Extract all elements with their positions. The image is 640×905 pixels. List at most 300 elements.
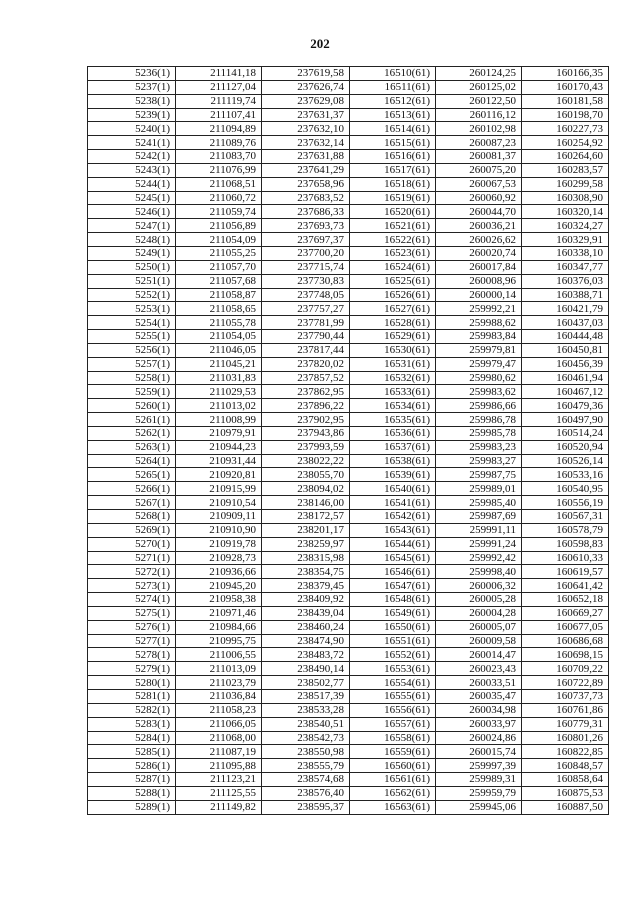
- x-coordinate-left-cell: 210919,78: [176, 537, 262, 551]
- y-coordinate-left-cell: 238483,72: [262, 648, 350, 662]
- table-row: [88, 648, 609, 662]
- point-id-left-cell: 5257(1): [88, 357, 176, 371]
- table-row: [88, 413, 609, 427]
- x-coordinate-left-cell: 211029,53: [176, 385, 262, 399]
- y-coordinate-left-cell: 238550,98: [262, 745, 350, 759]
- y-coordinate-right-cell: 160347,77: [522, 260, 609, 274]
- point-id-left-cell: 5262(1): [88, 426, 176, 440]
- y-coordinate-left-cell: 237631,88: [262, 150, 350, 164]
- table-row: [88, 67, 609, 81]
- y-coordinate-right-cell: 160338,10: [522, 246, 609, 260]
- table-row: [88, 551, 609, 565]
- y-coordinate-right-cell: 160779,31: [522, 717, 609, 731]
- point-id-left-cell: 5267(1): [88, 496, 176, 510]
- table-row: [88, 606, 609, 620]
- point-id-right-cell: 16510(61): [350, 67, 436, 81]
- point-id-left-cell: 5261(1): [88, 413, 176, 427]
- point-id-left-cell: 5277(1): [88, 634, 176, 648]
- y-coordinate-right-cell: 160324,27: [522, 219, 609, 233]
- table-row: [88, 634, 609, 648]
- y-coordinate-right-cell: 160166,35: [522, 67, 609, 81]
- y-coordinate-right-cell: 160858,64: [522, 773, 609, 787]
- x-coordinate-right-cell: 260125,02: [436, 80, 522, 94]
- table-row: [88, 773, 609, 787]
- y-coordinate-left-cell: 237632,14: [262, 136, 350, 150]
- y-coordinate-left-cell: 237693,73: [262, 219, 350, 233]
- y-coordinate-right-cell: 160567,31: [522, 510, 609, 524]
- y-coordinate-left-cell: 237631,37: [262, 108, 350, 122]
- y-coordinate-right-cell: 160520,94: [522, 440, 609, 454]
- x-coordinate-left-cell: 211054,09: [176, 233, 262, 247]
- point-id-right-cell: 16538(61): [350, 454, 436, 468]
- point-id-right-cell: 16546(61): [350, 565, 436, 579]
- x-coordinate-left-cell: 210979,91: [176, 426, 262, 440]
- x-coordinate-right-cell: 259983,23: [436, 440, 522, 454]
- point-id-right-cell: 16536(61): [350, 426, 436, 440]
- x-coordinate-right-cell: 259991,24: [436, 537, 522, 551]
- x-coordinate-left-cell: 211031,83: [176, 371, 262, 385]
- x-coordinate-right-cell: 260023,43: [436, 662, 522, 676]
- table-row: [88, 80, 609, 94]
- point-id-right-cell: 16526(61): [350, 288, 436, 302]
- y-coordinate-left-cell: 238172,57: [262, 510, 350, 524]
- point-id-right-cell: 16523(61): [350, 246, 436, 260]
- x-coordinate-right-cell: 259986,78: [436, 413, 522, 427]
- x-coordinate-left-cell: 210920,81: [176, 468, 262, 482]
- x-coordinate-left-cell: 211089,76: [176, 136, 262, 150]
- y-coordinate-left-cell: 237715,74: [262, 260, 350, 274]
- y-coordinate-left-cell: 238576,40: [262, 786, 350, 800]
- x-coordinate-right-cell: 260004,28: [436, 606, 522, 620]
- y-coordinate-right-cell: 160598,83: [522, 537, 609, 551]
- table-row: [88, 274, 609, 288]
- x-coordinate-right-cell: 259985,40: [436, 496, 522, 510]
- y-coordinate-right-cell: 160376,03: [522, 274, 609, 288]
- x-coordinate-right-cell: 259983,62: [436, 385, 522, 399]
- table-row: [88, 662, 609, 676]
- point-id-right-cell: 16531(61): [350, 357, 436, 371]
- y-coordinate-right-cell: 160388,71: [522, 288, 609, 302]
- x-coordinate-left-cell: 210945,20: [176, 579, 262, 593]
- table-row: [88, 136, 609, 150]
- x-coordinate-right-cell: 259979,47: [436, 357, 522, 371]
- y-coordinate-left-cell: 237697,37: [262, 233, 350, 247]
- point-id-left-cell: 5289(1): [88, 800, 176, 814]
- y-coordinate-right-cell: 160181,58: [522, 94, 609, 108]
- y-coordinate-right-cell: 160444,48: [522, 330, 609, 344]
- y-coordinate-right-cell: 160686,68: [522, 634, 609, 648]
- x-coordinate-right-cell: 260034,98: [436, 703, 522, 717]
- y-coordinate-left-cell: 237629,08: [262, 94, 350, 108]
- x-coordinate-left-cell: 211087,19: [176, 745, 262, 759]
- x-coordinate-right-cell: 259979,81: [436, 343, 522, 357]
- x-coordinate-right-cell: 260024,86: [436, 731, 522, 745]
- x-coordinate-left-cell: 211059,74: [176, 205, 262, 219]
- point-id-left-cell: 5240(1): [88, 122, 176, 136]
- x-coordinate-right-cell: 260067,53: [436, 177, 522, 191]
- table-row: [88, 122, 609, 136]
- y-coordinate-right-cell: 160669,27: [522, 606, 609, 620]
- point-id-right-cell: 16518(61): [350, 177, 436, 191]
- x-coordinate-right-cell: 259980,62: [436, 371, 522, 385]
- x-coordinate-left-cell: 211060,72: [176, 191, 262, 205]
- point-id-right-cell: 16524(61): [350, 260, 436, 274]
- point-id-right-cell: 16556(61): [350, 703, 436, 717]
- x-coordinate-left-cell: 210984,66: [176, 620, 262, 634]
- table-row: [88, 399, 609, 413]
- table-row: [88, 745, 609, 759]
- x-coordinate-right-cell: 259959,79: [436, 786, 522, 800]
- point-id-left-cell: 5281(1): [88, 689, 176, 703]
- y-coordinate-left-cell: 237683,52: [262, 191, 350, 205]
- x-coordinate-right-cell: 260026,62: [436, 233, 522, 247]
- x-coordinate-right-cell: 259983,84: [436, 330, 522, 344]
- x-coordinate-left-cell: 211141,18: [176, 67, 262, 81]
- x-coordinate-right-cell: 260006,32: [436, 579, 522, 593]
- x-coordinate-right-cell: 260008,96: [436, 274, 522, 288]
- point-id-left-cell: 5286(1): [88, 759, 176, 773]
- point-id-left-cell: 5279(1): [88, 662, 176, 676]
- y-coordinate-left-cell: 238259,97: [262, 537, 350, 551]
- y-coordinate-right-cell: 160254,92: [522, 136, 609, 150]
- point-id-right-cell: 16557(61): [350, 717, 436, 731]
- point-id-right-cell: 16533(61): [350, 385, 436, 399]
- point-id-left-cell: 5260(1): [88, 399, 176, 413]
- point-id-left-cell: 5263(1): [88, 440, 176, 454]
- y-coordinate-left-cell: 237730,83: [262, 274, 350, 288]
- x-coordinate-right-cell: 259985,78: [436, 426, 522, 440]
- y-coordinate-left-cell: 238490,14: [262, 662, 350, 676]
- table-row: [88, 454, 609, 468]
- coordinates-table: [87, 66, 609, 815]
- y-coordinate-left-cell: 238502,77: [262, 676, 350, 690]
- point-id-left-cell: 5256(1): [88, 343, 176, 357]
- x-coordinate-left-cell: 211006,55: [176, 648, 262, 662]
- y-coordinate-right-cell: 160170,43: [522, 80, 609, 94]
- y-coordinate-right-cell: 160761,86: [522, 703, 609, 717]
- point-id-right-cell: 16528(61): [350, 316, 436, 330]
- table-row: [88, 731, 609, 745]
- x-coordinate-left-cell: 211123,21: [176, 773, 262, 787]
- x-coordinate-left-cell: 210909,11: [176, 510, 262, 524]
- point-id-right-cell: 16549(61): [350, 606, 436, 620]
- point-id-right-cell: 16541(61): [350, 496, 436, 510]
- table-row: [88, 233, 609, 247]
- x-coordinate-left-cell: 210995,75: [176, 634, 262, 648]
- y-coordinate-right-cell: 160514,24: [522, 426, 609, 440]
- y-coordinate-right-cell: 160461,94: [522, 371, 609, 385]
- point-id-right-cell: 16555(61): [350, 689, 436, 703]
- x-coordinate-left-cell: 211125,55: [176, 786, 262, 800]
- point-id-left-cell: 5282(1): [88, 703, 176, 717]
- point-id-right-cell: 16558(61): [350, 731, 436, 745]
- point-id-left-cell: 5259(1): [88, 385, 176, 399]
- table-row: [88, 537, 609, 551]
- x-coordinate-right-cell: 259987,75: [436, 468, 522, 482]
- point-id-left-cell: 5288(1): [88, 786, 176, 800]
- y-coordinate-left-cell: 237790,44: [262, 330, 350, 344]
- y-coordinate-right-cell: 160652,18: [522, 593, 609, 607]
- table-row: [88, 496, 609, 510]
- y-coordinate-right-cell: 160308,90: [522, 191, 609, 205]
- x-coordinate-right-cell: 260020,74: [436, 246, 522, 260]
- table-row: [88, 523, 609, 537]
- x-coordinate-right-cell: 259992,42: [436, 551, 522, 565]
- point-id-left-cell: 5239(1): [88, 108, 176, 122]
- point-id-right-cell: 16552(61): [350, 648, 436, 662]
- x-coordinate-right-cell: 260014,47: [436, 648, 522, 662]
- x-coordinate-right-cell: 260081,37: [436, 150, 522, 164]
- point-id-right-cell: 16543(61): [350, 523, 436, 537]
- y-coordinate-right-cell: 160722,89: [522, 676, 609, 690]
- x-coordinate-left-cell: 211056,89: [176, 219, 262, 233]
- x-coordinate-left-cell: 211046,05: [176, 343, 262, 357]
- y-coordinate-left-cell: 237902,95: [262, 413, 350, 427]
- x-coordinate-left-cell: 210931,44: [176, 454, 262, 468]
- y-coordinate-right-cell: 160709,22: [522, 662, 609, 676]
- y-coordinate-right-cell: 160421,79: [522, 302, 609, 316]
- x-coordinate-left-cell: 211119,74: [176, 94, 262, 108]
- point-id-right-cell: 16550(61): [350, 620, 436, 634]
- y-coordinate-left-cell: 238094,02: [262, 482, 350, 496]
- point-id-left-cell: 5265(1): [88, 468, 176, 482]
- point-id-right-cell: 16520(61): [350, 205, 436, 219]
- x-coordinate-right-cell: 260033,51: [436, 676, 522, 690]
- y-coordinate-right-cell: 160299,58: [522, 177, 609, 191]
- y-coordinate-left-cell: 237817,44: [262, 343, 350, 357]
- page-number: 202: [310, 36, 330, 51]
- point-id-left-cell: 5276(1): [88, 620, 176, 634]
- x-coordinate-right-cell: 259997,39: [436, 759, 522, 773]
- x-coordinate-left-cell: 211045,21: [176, 357, 262, 371]
- x-coordinate-right-cell: 260102,98: [436, 122, 522, 136]
- point-id-right-cell: 16517(61): [350, 163, 436, 177]
- y-coordinate-left-cell: 238555,79: [262, 759, 350, 773]
- point-id-left-cell: 5266(1): [88, 482, 176, 496]
- point-id-left-cell: 5258(1): [88, 371, 176, 385]
- x-coordinate-right-cell: 260005,07: [436, 620, 522, 634]
- x-coordinate-left-cell: 211036,84: [176, 689, 262, 703]
- y-coordinate-right-cell: 160875,53: [522, 786, 609, 800]
- point-id-left-cell: 5285(1): [88, 745, 176, 759]
- point-id-right-cell: 16544(61): [350, 537, 436, 551]
- point-id-right-cell: 16532(61): [350, 371, 436, 385]
- table-row: [88, 565, 609, 579]
- x-coordinate-right-cell: 259986,66: [436, 399, 522, 413]
- x-coordinate-right-cell: 260035,47: [436, 689, 522, 703]
- point-id-left-cell: 5243(1): [88, 163, 176, 177]
- table-row: [88, 385, 609, 399]
- point-id-left-cell: 5283(1): [88, 717, 176, 731]
- point-id-right-cell: 16530(61): [350, 343, 436, 357]
- y-coordinate-right-cell: 160198,70: [522, 108, 609, 122]
- x-coordinate-right-cell: 260033,97: [436, 717, 522, 731]
- x-coordinate-left-cell: 210915,99: [176, 482, 262, 496]
- y-coordinate-left-cell: 238354,75: [262, 565, 350, 579]
- y-coordinate-right-cell: 160540,95: [522, 482, 609, 496]
- table-row: [88, 759, 609, 773]
- point-id-right-cell: 16519(61): [350, 191, 436, 205]
- y-coordinate-left-cell: 238379,45: [262, 579, 350, 593]
- table-row: [88, 717, 609, 731]
- point-id-right-cell: 16561(61): [350, 773, 436, 787]
- point-id-right-cell: 16551(61): [350, 634, 436, 648]
- x-coordinate-left-cell: 210958,38: [176, 593, 262, 607]
- y-coordinate-left-cell: 238439,04: [262, 606, 350, 620]
- y-coordinate-right-cell: 160320,14: [522, 205, 609, 219]
- y-coordinate-right-cell: 160556,19: [522, 496, 609, 510]
- point-id-left-cell: 5275(1): [88, 606, 176, 620]
- y-coordinate-right-cell: 160677,05: [522, 620, 609, 634]
- y-coordinate-left-cell: 238146,00: [262, 496, 350, 510]
- x-coordinate-left-cell: 211013,02: [176, 399, 262, 413]
- x-coordinate-left-cell: 211023,79: [176, 676, 262, 690]
- table-row: [88, 108, 609, 122]
- table-row: [88, 689, 609, 703]
- point-id-right-cell: 16521(61): [350, 219, 436, 233]
- table-row: [88, 371, 609, 385]
- y-coordinate-left-cell: 237626,74: [262, 80, 350, 94]
- x-coordinate-left-cell: 211076,99: [176, 163, 262, 177]
- x-coordinate-right-cell: 259991,11: [436, 523, 522, 537]
- x-coordinate-left-cell: 211149,82: [176, 800, 262, 814]
- y-coordinate-left-cell: 237862,95: [262, 385, 350, 399]
- y-coordinate-right-cell: 160641,42: [522, 579, 609, 593]
- point-id-left-cell: 5248(1): [88, 233, 176, 247]
- x-coordinate-left-cell: 211058,87: [176, 288, 262, 302]
- y-coordinate-right-cell: 160737,73: [522, 689, 609, 703]
- point-id-right-cell: 16540(61): [350, 482, 436, 496]
- x-coordinate-left-cell: 211107,41: [176, 108, 262, 122]
- point-id-left-cell: 5236(1): [88, 67, 176, 81]
- table-row: [88, 246, 609, 260]
- table-row: [88, 205, 609, 219]
- y-coordinate-left-cell: 238517,39: [262, 689, 350, 703]
- y-coordinate-right-cell: 160526,14: [522, 454, 609, 468]
- x-coordinate-right-cell: 260005,28: [436, 593, 522, 607]
- table-row: [88, 579, 609, 593]
- x-coordinate-left-cell: 210928,73: [176, 551, 262, 565]
- y-coordinate-right-cell: 160456,39: [522, 357, 609, 371]
- table-row: [88, 703, 609, 717]
- x-coordinate-left-cell: 211057,68: [176, 274, 262, 288]
- x-coordinate-left-cell: 211058,23: [176, 703, 262, 717]
- point-id-left-cell: 5242(1): [88, 150, 176, 164]
- y-coordinate-left-cell: 237700,20: [262, 246, 350, 260]
- y-coordinate-right-cell: 160533,16: [522, 468, 609, 482]
- y-coordinate-left-cell: 237943,86: [262, 426, 350, 440]
- point-id-left-cell: 5273(1): [88, 579, 176, 593]
- table-row: [88, 260, 609, 274]
- point-id-right-cell: 16525(61): [350, 274, 436, 288]
- x-coordinate-right-cell: 260000,14: [436, 288, 522, 302]
- point-id-left-cell: 5278(1): [88, 648, 176, 662]
- y-coordinate-right-cell: 160283,57: [522, 163, 609, 177]
- y-coordinate-left-cell: 238055,70: [262, 468, 350, 482]
- point-id-right-cell: 16529(61): [350, 330, 436, 344]
- table-row: [88, 426, 609, 440]
- x-coordinate-left-cell: 211066,05: [176, 717, 262, 731]
- point-id-right-cell: 16537(61): [350, 440, 436, 454]
- table-row: [88, 440, 609, 454]
- y-coordinate-left-cell: 237619,58: [262, 67, 350, 81]
- y-coordinate-left-cell: 237993,59: [262, 440, 350, 454]
- point-id-left-cell: 5255(1): [88, 330, 176, 344]
- x-coordinate-right-cell: 260122,50: [436, 94, 522, 108]
- y-coordinate-left-cell: 237632,10: [262, 122, 350, 136]
- point-id-right-cell: 16527(61): [350, 302, 436, 316]
- point-id-right-cell: 16554(61): [350, 676, 436, 690]
- point-id-left-cell: 5250(1): [88, 260, 176, 274]
- coordinates-table-body: [88, 67, 609, 815]
- point-id-right-cell: 16539(61): [350, 468, 436, 482]
- point-id-left-cell: 5271(1): [88, 551, 176, 565]
- x-coordinate-left-cell: 210910,54: [176, 496, 262, 510]
- point-id-left-cell: 5253(1): [88, 302, 176, 316]
- point-id-right-cell: 16514(61): [350, 122, 436, 136]
- x-coordinate-right-cell: 260015,74: [436, 745, 522, 759]
- y-coordinate-right-cell: 160610,33: [522, 551, 609, 565]
- y-coordinate-left-cell: 238595,37: [262, 800, 350, 814]
- point-id-left-cell: 5247(1): [88, 219, 176, 233]
- x-coordinate-left-cell: 211127,04: [176, 80, 262, 94]
- x-coordinate-right-cell: 259988,62: [436, 316, 522, 330]
- table-row: [88, 786, 609, 800]
- y-coordinate-right-cell: 160578,79: [522, 523, 609, 537]
- y-coordinate-right-cell: 160467,12: [522, 385, 609, 399]
- point-id-left-cell: 5280(1): [88, 676, 176, 690]
- y-coordinate-left-cell: 237748,05: [262, 288, 350, 302]
- table-row: [88, 357, 609, 371]
- point-id-left-cell: 5251(1): [88, 274, 176, 288]
- y-coordinate-right-cell: 160801,26: [522, 731, 609, 745]
- point-id-right-cell: 16515(61): [350, 136, 436, 150]
- table-row: [88, 676, 609, 690]
- y-coordinate-right-cell: 160264,60: [522, 150, 609, 164]
- x-coordinate-right-cell: 260009,58: [436, 634, 522, 648]
- x-coordinate-right-cell: 260017,84: [436, 260, 522, 274]
- point-id-right-cell: 16563(61): [350, 800, 436, 814]
- y-coordinate-left-cell: 237857,52: [262, 371, 350, 385]
- table-row: [88, 593, 609, 607]
- table-row: [88, 800, 609, 814]
- table-row: [88, 163, 609, 177]
- y-coordinate-left-cell: 238460,24: [262, 620, 350, 634]
- y-coordinate-left-cell: 238533,28: [262, 703, 350, 717]
- point-id-right-cell: 16547(61): [350, 579, 436, 593]
- x-coordinate-left-cell: 211083,70: [176, 150, 262, 164]
- y-coordinate-left-cell: 238474,90: [262, 634, 350, 648]
- table-row: [88, 482, 609, 496]
- y-coordinate-right-cell: 160450,81: [522, 343, 609, 357]
- y-coordinate-left-cell: 237757,27: [262, 302, 350, 316]
- y-coordinate-right-cell: 160619,57: [522, 565, 609, 579]
- x-coordinate-left-cell: 211095,88: [176, 759, 262, 773]
- point-id-right-cell: 16553(61): [350, 662, 436, 676]
- x-coordinate-left-cell: 211057,70: [176, 260, 262, 274]
- y-coordinate-right-cell: 160822,85: [522, 745, 609, 759]
- x-coordinate-right-cell: 260124,25: [436, 67, 522, 81]
- point-id-left-cell: 5284(1): [88, 731, 176, 745]
- x-coordinate-right-cell: 260116,12: [436, 108, 522, 122]
- table-row: [88, 191, 609, 205]
- y-coordinate-left-cell: 237820,02: [262, 357, 350, 371]
- point-id-left-cell: 5241(1): [88, 136, 176, 150]
- x-coordinate-left-cell: 211054,05: [176, 330, 262, 344]
- point-id-right-cell: 16548(61): [350, 593, 436, 607]
- point-id-left-cell: 5252(1): [88, 288, 176, 302]
- x-coordinate-left-cell: 211068,51: [176, 177, 262, 191]
